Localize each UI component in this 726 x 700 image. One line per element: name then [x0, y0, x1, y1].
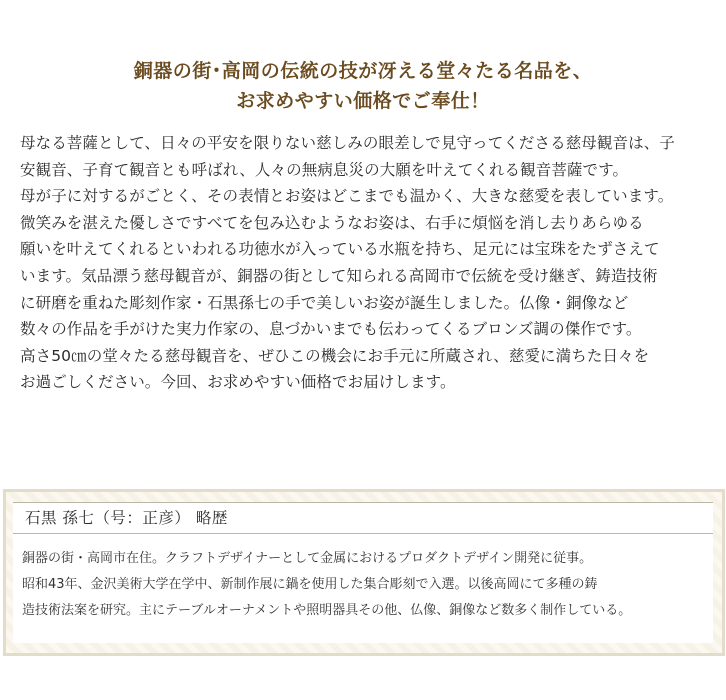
description-line: 高さ50㎝の堂々たる慈母観音を、ぜひこの機会にお手元に所蔵され、慈愛に満ちた日々を: [20, 346, 650, 365]
artist-profile-box: [3, 489, 725, 656]
description-line: います。気品漂う慈母観音が、銅器の街として知られる高岡市で伝統を受け継ぎ、鋳造技術: [20, 266, 658, 285]
description-line: 願いを叶えてくれるといわれる功徳水が入っている水瓶を持ち、足元には宝珠をたずさえて: [20, 240, 660, 259]
description-line: 微笑みを湛えた優しさですべてを包み込むようなお姿は、右手に煩悩を消し去りあらゆる: [20, 213, 644, 232]
description-line: に研磨を重ねた彫刻作家・石黒孫七の手で美しいお姿が誕生しました。仏像・銅像など: [20, 293, 629, 312]
artist-profile-title: 石黒 孫七（号：正彦） 略歴: [13, 502, 713, 534]
description-line: 母が子に対するがごとく、その表情とお姿はどこまでも温かく、大きな慈愛を表しています。: [20, 187, 674, 206]
description-line: 数々の作品を手がけた実力作家の、息づかいまでも伝わってくるブロンズ調の傑作です。: [20, 320, 642, 339]
headline-line-1: 銅器の街･高岡の伝統の技が冴える堂々たる名品を、: [133, 60, 593, 82]
profile-line: 造技術法案を研究。主にテーブルオーナメントや照明器具その他、仏像、銅像など数多く制作している。: [22, 603, 632, 618]
description-line: 母なる菩薩として、日々の平安を限りない慈しみの眼差しで見守ってくださる慈母観音は、子: [20, 134, 675, 152]
description-line: 安観音、子育て観音とも呼ばれ、人々の無病息災の大願を叶えてくれる観音菩薩です。: [20, 160, 629, 179]
headline-line-2: お求めやすい価格でご奉仕！: [236, 90, 490, 112]
description-line: お過ごしください。今回、お求めやすい価格でお届けします。: [20, 373, 456, 392]
headline: [0, 56, 726, 116]
description-text: [20, 130, 710, 396]
profile-line: 昭和43年、金沢美術大学在学中、新制作展に鍋を使用した集合彫刻で入選。以後高岡にて多種の鋳: [22, 577, 598, 592]
profile-line: 銅器の街・高岡市在住。クラフトデザイナーとして金属におけるプロダクトデザイン開発に従事。: [22, 551, 593, 566]
artist-profile-panel: [13, 502, 713, 643]
artist-profile-text: [22, 546, 712, 624]
